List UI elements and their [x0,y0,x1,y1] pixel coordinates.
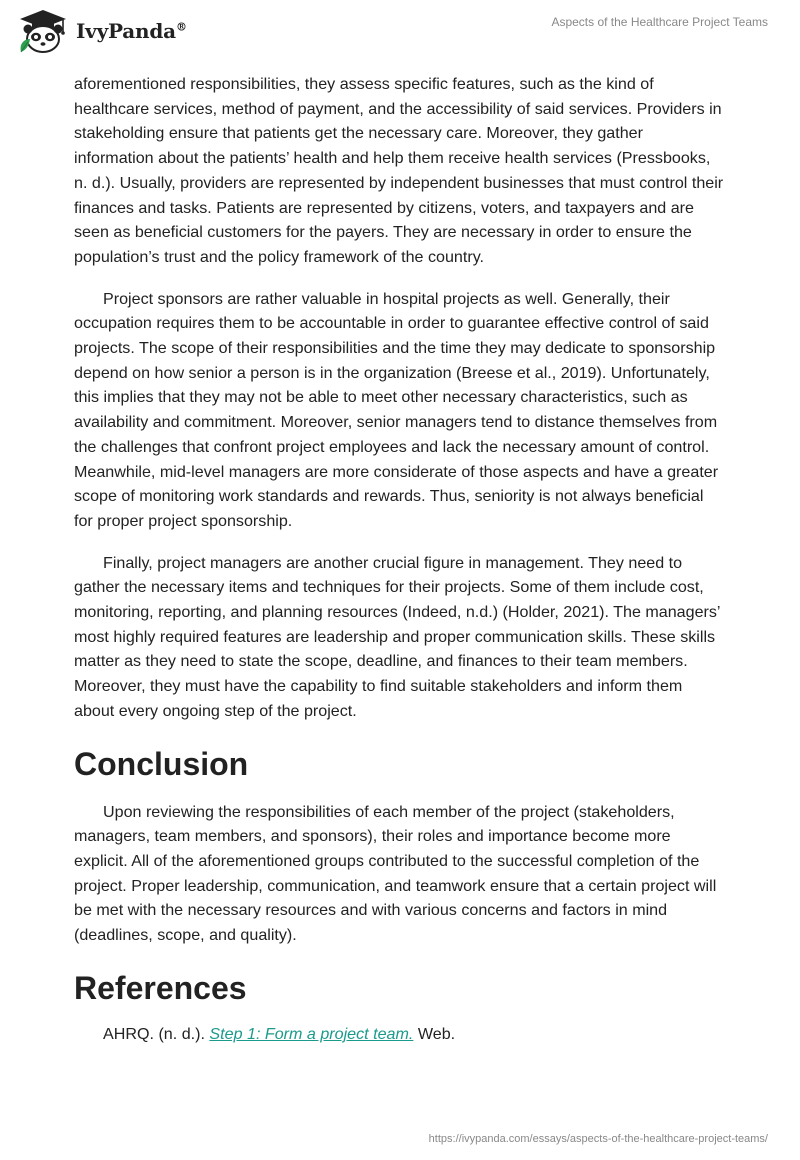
page-header [0,0,800,60]
body-paragraph-1: aforementioned responsibilities, they assess specific features, such as the kind of healthcare services, method of payment, and the accessibility of said services. Providers in stakeholding ensure that patients get the necessary care. Moreover, they gather information about the patients’ health and help them receive health services (Pressbooks, n. d.). Usually, providers are represented by independent businesses that must control their finances and tasks. Patients are represented by citizens, voters, and taxpayers and are seen as beneficial customers for the payers. They are necessary in order to ensure the population’s trust and the policy framework of the country. [74,75,724,266]
conclusion-paragraph: Upon reviewing the responsibilities of each member of the project (stakeholders, managers, team members, and sponsors), their roles and importance become more explicit. All of the aforementioned groups contributed to the successful completion of the project. Proper leadership, communication, and teamwork ensure that a certain project will be met with the necessary resources and with various concerns and factors in mind (deadlines, scope, and quality). [74,802,717,945]
ivypanda-logo[interactable] [16,8,187,54]
reference-suffix: Web. [413,1024,456,1043]
panda-mascot-icon [16,8,70,54]
references-heading: References [74,969,247,1006]
footer-url: https://ivypanda.com/essays/aspects-of-the-healthcare-project-teams/ [428,1133,768,1145]
conclusion-heading: Conclusion [74,745,249,782]
essay-content [74,72,726,1047]
reference-author: AHRQ. (n. d.). [103,1024,210,1043]
reference-link[interactable]: Step 1: Form a project team. [209,1024,414,1043]
reference-item [74,1022,726,1047]
document-title: Aspects of the Healthcare Project Teams [551,15,768,29]
brand-name: IvyPanda® [76,19,187,43]
body-paragraph-3: Finally, project managers are another crucial figure in management. They need to gather the necessary items and techniques for their projects. Some of them include cost, monitoring, reporting, and planning resources (Indeed, n.d.) (Holder, 2021). The managers’ most highly required features are leadership and proper communication skills. These skills matter as they need to state the scope, deadline, and finances to their team members. Moreover, they must have the capability to find suitable stakeholders and inform them about every ongoing step of the project. [74,553,720,720]
body-paragraph-2: Project sponsors are rather valuable in hospital projects as well. Generally, their occupation requires them to be accountable in order to guarantee effective control of said projects. The scope of their responsibilities and the time they may dedicate to sponsorship depend on how senior a person is in the organization (Breese et al., 2019). Unfortunately, this implies that they may not be able to meet other necessary characteristics, such as availability and commitment. Moreover, senior managers tend to distance themselves from the challenges that confront project employees and lack the necessary amount of control. Meanwhile, mid-level managers are more considerate of those aspects and have a greater scope of monitoring work standards and rewards. Thus, seniority is not always beneficial for proper project sponsorship. [74,289,719,530]
